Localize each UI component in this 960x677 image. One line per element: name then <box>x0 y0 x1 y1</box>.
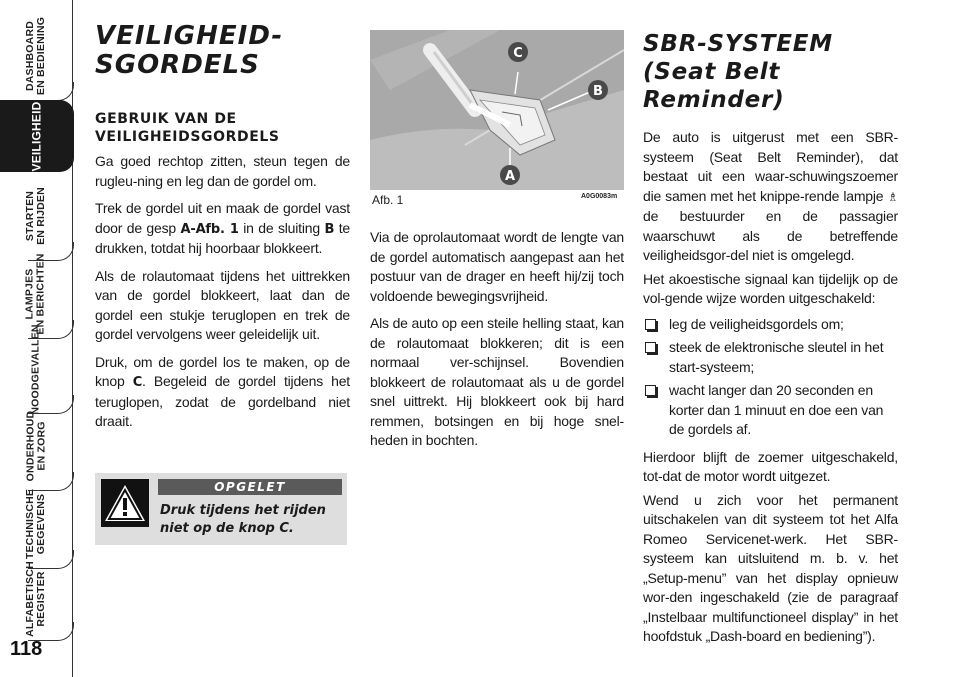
paragraph: Als de auto op een steile helling staat, kan de rolautomaat blokkeren; dit is een normaal ver-schijnsel. Bovendien blokkeert de rolautomaat als u de gordel snel uittrekt. Hij blokkeert ook bij hard remmen, botsingen en bij hoge snel-heden in bochten. <box>370 315 624 448</box>
part-reference: B <box>324 221 335 237</box>
checkbox-bullet-icon <box>645 342 656 353</box>
paragraph: Via de oprolautomaat wordt de lengte van de gordel automatisch aangepast aan het postuur van de drager en heeft hij/zij toch voldoende bewegingsvrijheid. <box>370 229 624 304</box>
warning-text: Druk tijdens het rijden niet op de knop C. <box>160 503 326 536</box>
tab-divider <box>28 82 74 101</box>
figure-code: A0G0083m <box>581 193 618 200</box>
paragraph: Hierdoor blijft de zoemer uitgeschakeld, tot-dat de motor wordt uitgezet. <box>643 448 898 484</box>
figure-reference: A-Afb. 1 <box>180 221 239 237</box>
checkbox-bullet-icon <box>645 319 656 330</box>
middle-column <box>370 228 624 459</box>
tab-label: STARTEN EN RIJDEN <box>24 187 47 245</box>
subtitle-line: VEILIGHEIDSGORDELS <box>95 129 280 145</box>
paragraph: Het akoestische signaal kan tijdelijk op de vol-gende wijze worden uitgeschakeld: <box>643 270 898 306</box>
list-item <box>643 381 898 440</box>
section-veiligheidsgordels <box>95 22 350 440</box>
list-item <box>643 338 898 377</box>
title-line: SGORDELS <box>95 50 260 80</box>
part-reference: C <box>132 375 143 390</box>
title-line: SBR-SYSTEEM <box>643 31 833 57</box>
bullet-list <box>643 315 898 440</box>
seatbelt-figure <box>370 30 624 190</box>
tab-label: VEILIGHEID <box>29 100 44 172</box>
paragraph <box>95 199 350 259</box>
text-run: in de sluiting <box>238 219 325 236</box>
title-line: (Seat Belt Reminder) <box>643 59 785 113</box>
title-line: VEILIGHEID- <box>95 21 284 51</box>
list-item-text: wacht langer dan 20 seconden en korter dan 1 minuut en doe een van de gordels af. <box>669 382 884 437</box>
text-run: Trek de gordel uit en maak de gordel vast door de gesp <box>95 200 350 236</box>
text-run: te drukken, totdat hij hoorbaar blokkeert. <box>95 219 350 256</box>
warning-heading: OPGELET <box>158 479 342 495</box>
paragraph: Als de rolautomaat tijdens het uittrekken van de gordel blokkeert, laat dan de gordel een stukje teruglopen en trek de gordel vervolgens weer geleidelijk uit. <box>95 267 350 342</box>
text-run: De auto is uitgerust met een SBR-systeem (Seat Belt Reminder), dat bestaat uit een waar-schuwingszoemer die samen met het knippe-rende lampje <box>643 129 898 204</box>
paragraph <box>95 353 350 432</box>
text-run: . Begeleid de gordel tijdens het teruglopen, zodat de gordelband niet draait. <box>95 373 351 429</box>
list-item-text: steek de elektronische sleutel in het start-systeem; <box>669 339 884 375</box>
label-c: C <box>513 46 523 61</box>
figure-caption: Afb. 1 <box>372 193 404 207</box>
tab-label: ALFABETISCH REGISTER <box>24 561 48 637</box>
tab-label: TECHNISCHE GEGEVENS <box>23 488 47 560</box>
paragraph: Wend u zich voor het permanent uitschakelen van dit systeem tot het Alfa Romeo Servicenet-werk. Het SBR-systeem kan uitsluitend m. b. v. het „Setup-menu” van het display opnieuw wor-den ingeschakeld (zie de paragraaf „Instelbaar multifunctioneel display” in het hoofdstuk „Dash-board en bediening”). <box>643 491 898 644</box>
sidebar-border <box>72 0 73 677</box>
chapter-sidebar <box>0 0 78 677</box>
seatbelt-illustration <box>370 30 624 190</box>
list-item-text: leg de veiligheidsgordels om; <box>669 315 844 332</box>
checkbox-bullet-icon <box>645 385 656 396</box>
tab-veiligheid[interactable] <box>0 100 74 172</box>
label-b: B <box>593 84 603 99</box>
tab-label: NOODGEVALLEN <box>29 323 42 415</box>
page-number: 118 <box>10 638 43 660</box>
warning-triangle-icon <box>101 479 149 527</box>
label-a: A <box>504 169 516 184</box>
tab-label: ONDERHOUD EN ZORG <box>23 410 47 482</box>
section-title <box>95 22 350 80</box>
section-sbr-systeem <box>643 30 898 651</box>
subtitle-line: GEBRUIK VAN DE <box>95 111 237 127</box>
tab-label: LAMPJES EN BERICHTEN <box>24 253 47 335</box>
subsection-title <box>95 110 350 146</box>
paragraph <box>643 128 898 266</box>
section-title <box>643 30 898 114</box>
text-run: de bestuurder en de passagier waarschuwt als de betreffende veiligheidsgor-del niet is omgelegd. <box>643 208 898 263</box>
tab-label: DASHBOARD EN BEDIENING <box>24 16 47 96</box>
seatbelt-warning-icon: ♗ <box>887 189 898 204</box>
list-item <box>643 315 898 335</box>
paragraph: Ga goed rechtop zitten, steun tegen de rugleu-ning en leg dan de gordel om. <box>95 153 350 189</box>
text-run: Druk, om de gordel los te maken, op de knop <box>95 353 350 389</box>
